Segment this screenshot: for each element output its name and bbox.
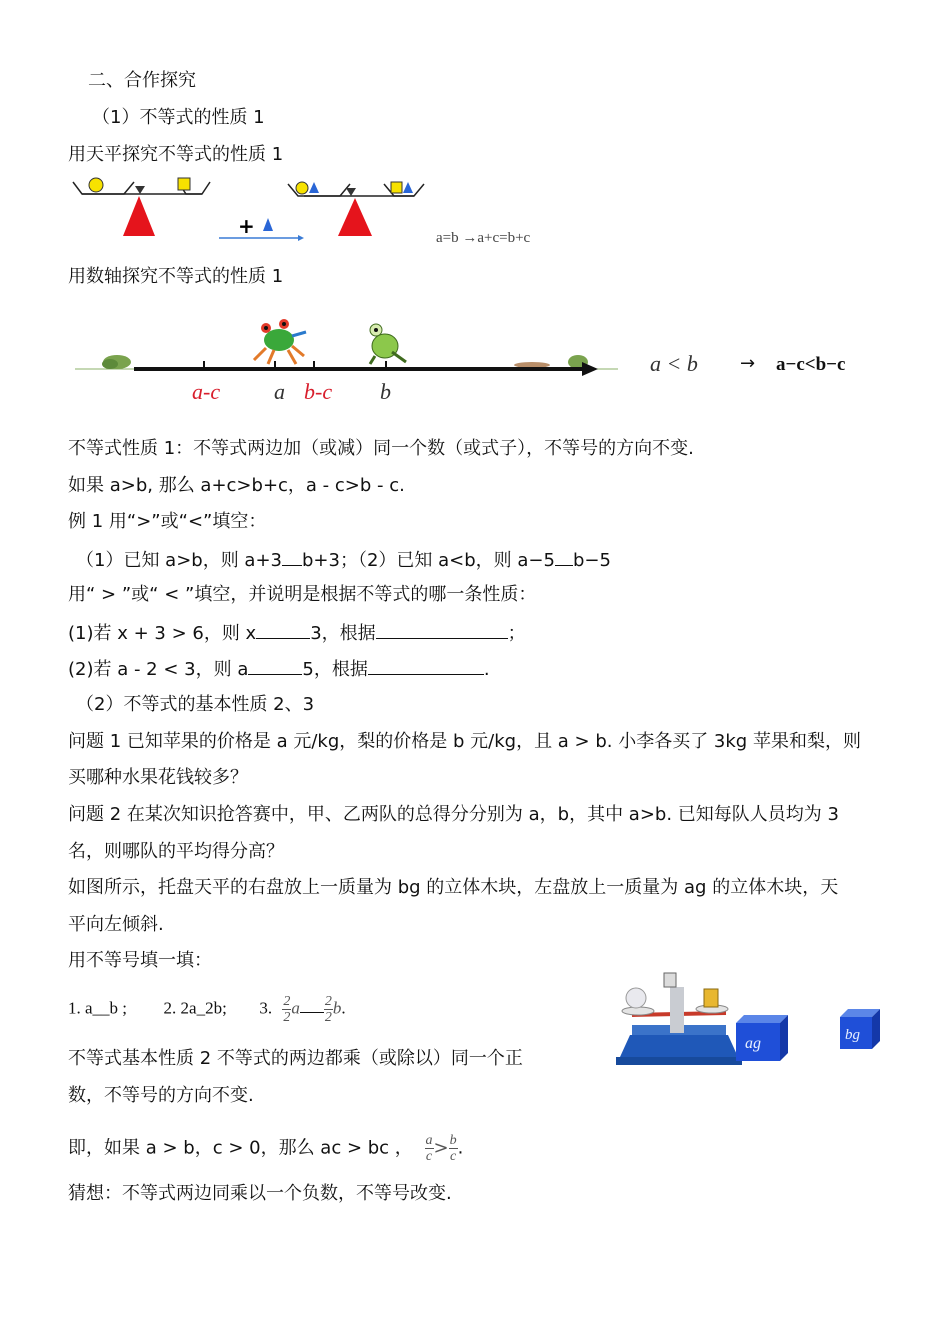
left-bush-icon: [102, 355, 131, 369]
problem-1-line-1: 问题 1 已知苹果的价格是 a 元/kg，梨的价格是 b 元/kg，且 a > b. 小李各买了 3kg 苹果和梨，则: [68, 731, 861, 752]
fill-inequality-items: 1. a__b ; 2. 2a_2b; 3. $\frac{2}{2}$ a $\frac{2}{2}$ b.: [68, 994, 346, 1025]
property-2-example: 即，如果 a > b，c > 0，那么 ac > bc ， $\frac{a}{c}$ > $\frac{b}{c}$ .: [68, 1133, 464, 1164]
number-line-illustration: [70, 312, 630, 412]
problem-2-line-2: 名，则哪队的平均得分高？: [68, 841, 284, 862]
subsection-2-title: （2）不等式的基本性质 2、3: [76, 694, 315, 715]
fill-question-2: (2)若 a - 2 < 3，则 a 5，根据 .: [68, 656, 490, 682]
property-1-example: 如果 a>b, 那么 a+c>b+c，a - c>b - c.: [68, 475, 405, 496]
example-1-intro: 例 1 用“>”或“<”填空：: [68, 511, 267, 532]
fill-inequality-intro: 用不等号填一填：: [68, 950, 212, 971]
fill-intro: 用“ > ”或“ < ”填空，并说明是根据不等式的哪一条性质：: [68, 584, 537, 605]
balance-formula: a=b →a+c=b+c: [436, 230, 531, 246]
answer-blank[interactable]: [248, 656, 302, 675]
balance-scale-right: [288, 182, 424, 236]
balance-scale-left: [73, 178, 210, 236]
add-weight-arrow: [219, 214, 304, 241]
answer-blank[interactable]: [300, 994, 324, 1013]
answer-blank[interactable]: [555, 547, 573, 566]
fraction-b-over-c: $\frac{b}{c}$: [449, 1133, 457, 1164]
green-frog-icon: [370, 324, 406, 364]
label-a-minus-c: a-c: [192, 379, 221, 404]
example-1-questions: （1）已知 a>b，则 a+3 b+3；（2）已知 a<b，则 a−5 b−5: [76, 547, 611, 573]
subsection-1-title: （1）不等式的性质 1: [92, 107, 265, 128]
fraction-a-over-c: $\frac{a}{c}$: [425, 1133, 433, 1164]
property-1: 不等式性质 1：不等式两边加（或减）同一个数（或式子），不等号的方向不变.: [68, 438, 694, 459]
right-bush-icon: [514, 355, 588, 369]
problem-1-line-2: 买哪种水果花钱较多？: [68, 767, 248, 788]
guess: 猜想：不等式两边同乘以一个负数，不等号改变.: [68, 1183, 452, 1204]
fraction-two-halves: $\frac{2}{2}$: [283, 994, 291, 1025]
cube-bg-label: bg: [845, 1027, 860, 1043]
numberline-result: a−c<b−c: [776, 354, 846, 375]
red-fulcrum-triangle: [123, 196, 155, 236]
section-heading: 二、合作探究: [88, 70, 196, 91]
axis-arrow-icon: [582, 362, 598, 376]
plus-sign: +: [238, 214, 255, 238]
label-b: b: [380, 379, 391, 404]
fraction-two-halves: $\frac{2}{2}$: [324, 994, 332, 1025]
balance-illustration: [68, 172, 448, 248]
reason-blank[interactable]: [368, 656, 484, 675]
numberline-title: 用数轴探究不等式的性质 1: [68, 266, 284, 287]
fill-question-1: (1)若 x + 3 > 6，则 x 3，根据 ；: [68, 620, 526, 646]
yellow-square-weight: [178, 178, 190, 190]
tray-balance-icon: [616, 973, 742, 1065]
numberline-relation: a < b: [650, 351, 698, 376]
cube-ag-icon: [736, 1015, 788, 1061]
scale-description-line-2: 平向左倾斜.: [68, 914, 164, 935]
blue-triangle-weight: [263, 218, 273, 231]
yellow-circle-weight: [89, 178, 103, 192]
property-2-line-1: 不等式基本性质 2 不等式的两边都乘（或除以）同一个正: [68, 1048, 523, 1069]
answer-blank[interactable]: [256, 620, 310, 639]
label-b-minus-c: b-c: [304, 379, 333, 404]
red-eyed-frog-icon: [254, 319, 306, 364]
problem-2-line-1: 问题 2 在某次知识抢答赛中，甲、乙两队的总得分分别为 a，b，其中 a>b. 已知每队人员均为 3: [68, 804, 839, 825]
balance-title: 用天平探究不等式的性质 1: [68, 144, 284, 165]
scale-description-line-1: 如图所示，托盘天平的右盘放上一质量为 bg 的立体木块，左盘放上一质量为 ag 的立体木块，天: [68, 877, 839, 898]
answer-blank[interactable]: [282, 547, 302, 566]
property-2-line-2: 数，不等号的方向不变.: [68, 1085, 254, 1106]
cube-ag-label: ag: [745, 1035, 761, 1052]
cube-bg-icon: [840, 1009, 880, 1049]
tray-balance-illustration: [612, 965, 887, 1075]
label-a: a: [274, 379, 285, 404]
numberline-arrow-icon: →: [740, 353, 756, 374]
reason-blank[interactable]: [376, 620, 508, 639]
